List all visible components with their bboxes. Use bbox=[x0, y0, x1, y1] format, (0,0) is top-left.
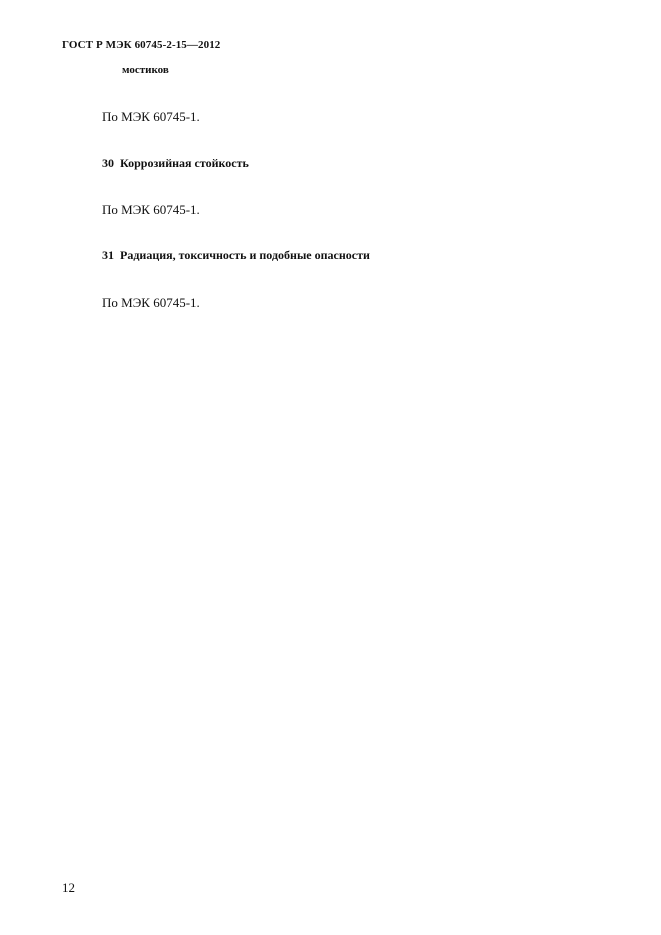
section-heading-31 bbox=[102, 248, 370, 263]
paragraph-reference: По МЭК 60745-1. bbox=[102, 295, 200, 310]
section-number: 30 bbox=[102, 156, 114, 170]
standard-header: ГОСТ Р МЭК 60745-2-15—2012 bbox=[62, 39, 221, 51]
paragraph-reference: По МЭК 60745-1. bbox=[102, 109, 200, 124]
section-title-text: Коррозийная стойкость bbox=[120, 156, 249, 170]
page-number: 12 bbox=[62, 880, 75, 895]
section-number: 31 bbox=[102, 248, 114, 262]
paragraph-reference: По МЭК 60745-1. bbox=[102, 202, 200, 217]
continued-heading-text: мостиков bbox=[122, 64, 169, 76]
section-heading-30 bbox=[102, 156, 249, 171]
section-title-text: Радиация, токсичность и подобные опасности bbox=[120, 248, 370, 262]
